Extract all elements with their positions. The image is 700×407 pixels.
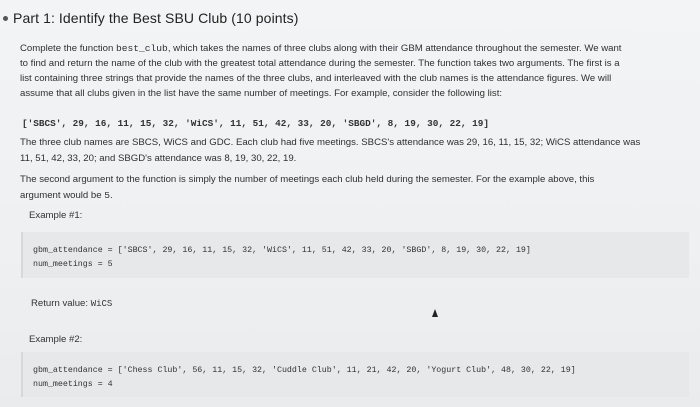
- intro-text: Complete the function: [20, 43, 116, 54]
- example-2-code-line-1: gbm_attendance = ['Chess Club', 56, 11, 15, 32, 'Cuddle Club', 11, 21, 42, 20, 'Yogurt Club', 48, 30, 22, 19]: [33, 366, 576, 375]
- second-arg-text: argument would be: [20, 190, 105, 201]
- return-value: WiCS: [90, 299, 113, 309]
- return-label: Return value:: [31, 298, 91, 309]
- second-arg-line-1: The second argument to the function is simply the number of meetings each club held during the semester. For the example above, this: [20, 174, 595, 185]
- intro-line-4: assume that all clubs given in the list have the same number of meetings. For example, consider the following list:: [20, 88, 503, 99]
- example-1-code-line-2: num_meetings = 5: [33, 260, 113, 269]
- function-name: best_club: [116, 43, 168, 54]
- intro-line-2: to find and return the name of the club with the greatest total attendance during the semester. The function takes two arguments. The first is a: [20, 58, 620, 69]
- intro-line-1: [20, 41, 621, 56]
- bullet-icon: [3, 16, 8, 21]
- example-2-code-block: [21, 352, 689, 397]
- example-list: ['SBCS', 29, 16, 11, 15, 32, 'WiCS', 11, 51, 42, 33, 20, 'SBGD', 8, 19, 30, 22, 19]: [22, 118, 489, 129]
- mouse-cursor-icon: [432, 309, 438, 317]
- section-heading: Part 1: Identify the Best SBU Club (10 points): [13, 10, 299, 26]
- meetings-value: 5: [104, 190, 111, 201]
- example-1-code-block: [21, 232, 689, 278]
- explain-line-1: The three club names are SBCS, WiCS and GDC. Each club had five meetings. SBCS's attendance was 29, 16, 11, 15, 32; WiCS attendance was: [20, 137, 641, 148]
- example-1-return: [31, 298, 112, 309]
- example-2-code-line-2: num_meetings = 4: [33, 380, 113, 389]
- explain-line-2: 11, 51, 42, 33, 20; and SBGD's attendance was 8, 19, 30, 22, 19.: [20, 153, 297, 164]
- intro-line-3: list containing three strings that provide the names of the three clubs, and interleaved with the club names is the attendance figures. We will: [20, 73, 612, 84]
- example-1-code-line-1: gbm_attendance = ['SBCS', 29, 16, 11, 15, 32, 'WiCS', 11, 51, 42, 33, 20, 'SBGD', 8, 19, 30, 22, 19]: [33, 246, 531, 255]
- second-arg-line-2: [20, 188, 113, 203]
- example-2-label: Example #2:: [29, 334, 83, 345]
- example-1-label: Example #1:: [29, 210, 83, 221]
- second-arg-text: .: [110, 190, 113, 201]
- intro-text: , which takes the names of three clubs along with their GBM attendance throughout the semester. We want: [167, 43, 622, 54]
